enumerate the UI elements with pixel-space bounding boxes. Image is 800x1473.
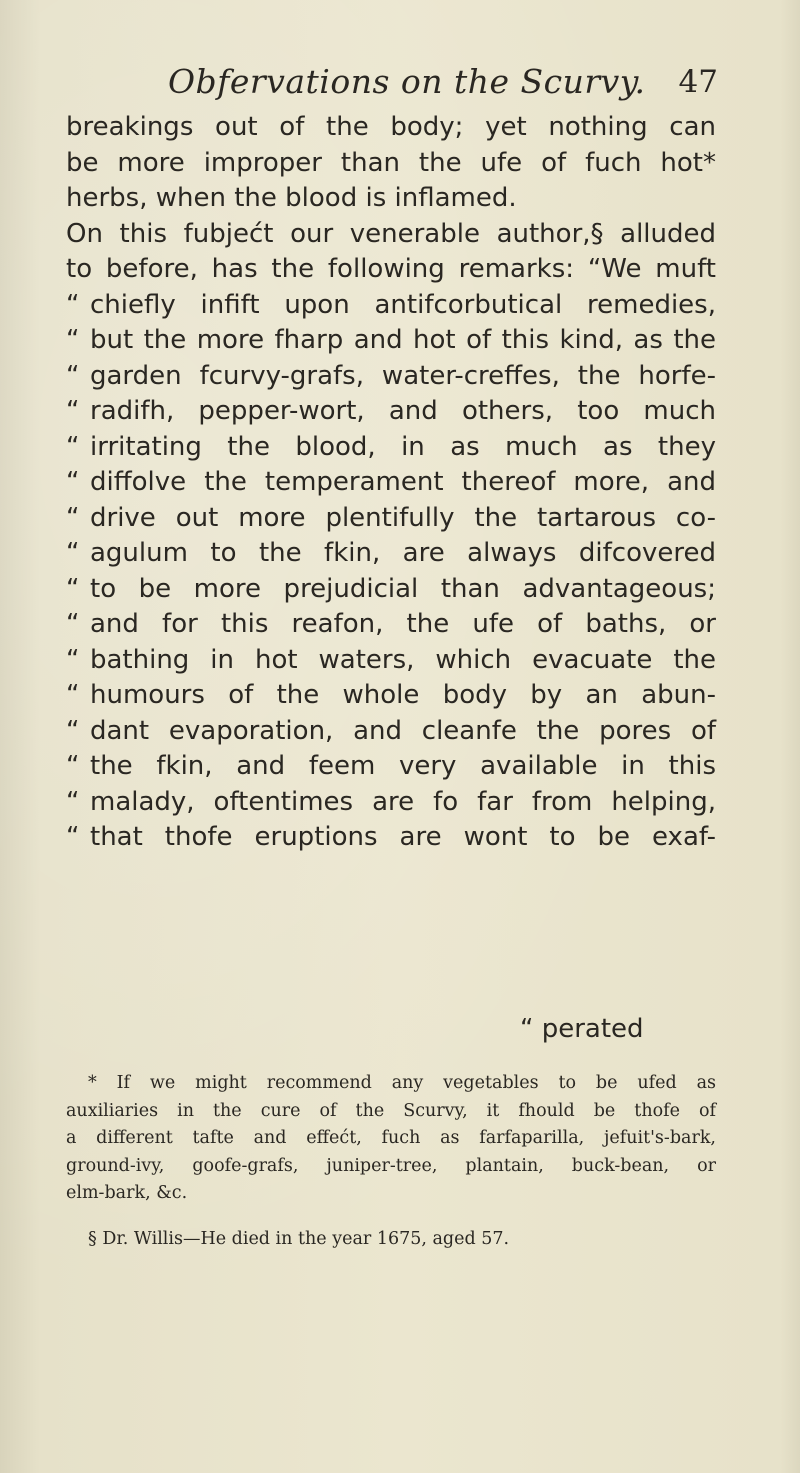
- body-text: [66, 110, 716, 856]
- quote-mark: “: [66, 680, 80, 710]
- running-head-title: Obfervations on the Scurvy.: [168, 62, 646, 101]
- footnote-line: elm-bark, &c.: [66, 1183, 188, 1203]
- quote-mark: “: [66, 609, 80, 639]
- footnote-gap: [66, 1208, 716, 1226]
- footnote-line: a different tafte and effećt, fuch as farfaparilla, jefuit's-bark,: [66, 1128, 716, 1148]
- footnotes: [66, 1070, 716, 1253]
- quoted-line-text: but the more fharp and hot of this kind, as the: [90, 325, 716, 355]
- footnote-line: auxiliaries in the cure of the Scurvy, it fhould be thofe of: [66, 1100, 716, 1121]
- quoted-line: [66, 820, 716, 856]
- quoted-line-text: garden fcurvy-grafs, water-creffes, the horfe-: [90, 360, 716, 391]
- quoted-line-text: drive out more plentifully the tartarous co-: [90, 502, 716, 533]
- quote-mark: “: [66, 822, 80, 852]
- quoted-line: [66, 572, 716, 608]
- quote-mark: “: [66, 431, 80, 462]
- quote-mark: “: [66, 325, 80, 355]
- quote-mark: “: [66, 715, 80, 746]
- quoted-line-text: to be more prejudicial than advantageous;: [90, 573, 716, 604]
- quoted-line: [66, 323, 716, 359]
- quoted-line: [66, 714, 716, 750]
- quoted-line: [66, 749, 716, 785]
- text-line: On this fubjećt our venerable author,§ alluded: [66, 218, 716, 249]
- footnote-willis: § Dr. Willis—He died in the year 1675, aged 57.: [88, 1228, 510, 1249]
- quoted-line: [66, 536, 716, 572]
- quoted-line-text: bathing in hot waters, which evacuate the: [90, 644, 716, 675]
- quote-mark: “: [66, 396, 80, 426]
- quote-mark: “: [66, 573, 80, 604]
- text-line: herbs, when the blood is inflamed.: [66, 183, 517, 213]
- quote-mark: “: [66, 786, 80, 817]
- quoted-line: [66, 288, 716, 324]
- page-number: 47: [678, 64, 718, 100]
- quoted-line: [66, 430, 716, 466]
- quoted-line: [66, 785, 716, 821]
- quoted-line: [66, 678, 716, 714]
- quoted-line-text: malady, oftentimes are fo far from helping,: [90, 786, 716, 817]
- footnote-line: ground-ivy, goofe-grafs, juniper-tree, plantain, buck-bean, or: [66, 1155, 716, 1176]
- quoted-line-text: radifh, pepper-wort, and others, too much: [90, 396, 716, 426]
- quote-mark: “: [66, 644, 80, 675]
- quoted-line: [66, 359, 716, 395]
- quoted-line: [66, 607, 716, 643]
- quoted-line-text: humours of the whole body by an abun-: [90, 680, 716, 710]
- text-line: be more improper than the ufe of fuch hot*: [66, 147, 716, 178]
- quote-mark: “: [66, 751, 80, 781]
- quote-mark: “: [66, 289, 80, 320]
- quoted-line-text: diffolve the temperament thereof more, and: [90, 467, 716, 497]
- quote-mark: “: [66, 360, 80, 391]
- footnote-line: * If we might recommend any vegetables to be ufed as: [88, 1073, 716, 1093]
- quoted-line-text: that thofe eruptions are wont to be exaf-: [90, 822, 716, 852]
- quoted-line-text: and for this reafon, the ufe of baths, or: [90, 609, 716, 639]
- quoted-line: [66, 501, 716, 537]
- quoted-line-text: the fkin, and feem very available in this: [90, 751, 716, 781]
- quoted-line-text: irritating the blood, in as much as they: [90, 431, 716, 462]
- quoted-line-text: chiefly infift upon antifcorbutical remedies,: [90, 289, 716, 320]
- quoted-line: [66, 643, 716, 679]
- catchword: “ perated: [520, 1014, 644, 1044]
- quote-mark: “: [66, 502, 80, 533]
- quoted-line: [66, 394, 716, 430]
- running-head: [168, 62, 728, 106]
- quoted-line: [66, 465, 716, 501]
- quote-mark: “: [66, 538, 80, 568]
- text-line: to before, has the following remarks: “We muft: [66, 254, 716, 284]
- quoted-line-text: agulum to the fkin, are always difcovered: [90, 538, 716, 568]
- quoted-line-text: dant evaporation, and cleanfe the pores of: [90, 715, 716, 746]
- quote-mark: “: [66, 467, 80, 497]
- text-line: breakings out of the body; yet nothing can: [66, 112, 716, 142]
